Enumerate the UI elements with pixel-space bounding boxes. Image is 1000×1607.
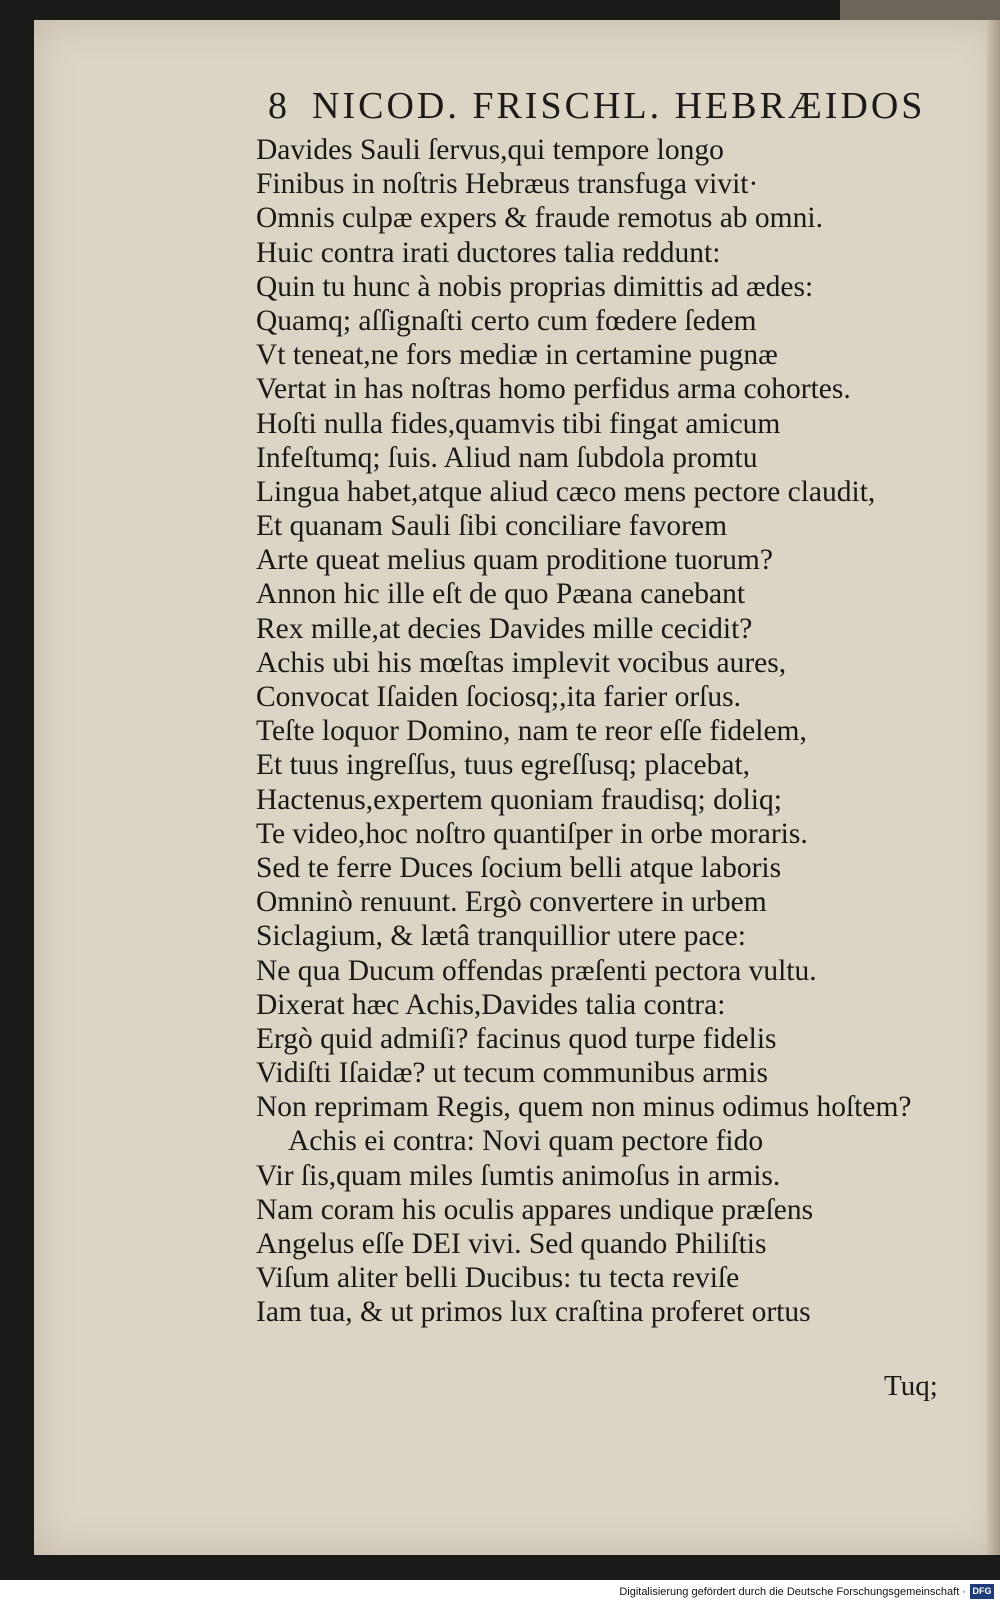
dfg-logo: DFG — [970, 1584, 994, 1599]
verse-line: Annon hic ille eſt de quo Pæana canebant — [256, 578, 746, 611]
verse-line: Et quanam Sauli ſibi conciliare favorem — [256, 510, 728, 543]
verse-line: Omnis culpæ expers & fraude remotus ab omni. — [256, 202, 823, 235]
verse-line: Hoſti nulla fides,quamvis tibi fingat amicum — [256, 407, 781, 440]
running-title: NICOD. FRISCHL. HEBRÆIDOS — [312, 85, 926, 127]
verse-line: Angelus eſſe DEI vivi. Sed quando Philiſtis — [256, 1228, 767, 1260]
verse-line: Quamq; aſſignaſti certo cum fœdere ſedem — [256, 304, 757, 337]
catchword: Tuq; — [884, 1370, 938, 1402]
page-number: 8 — [268, 85, 290, 127]
verse-line: Ne qua Ducum offendas præſenti pectora vultu. — [256, 954, 817, 987]
verse-line: Davides Sauli ſervus,qui tempore longo — [256, 134, 724, 166]
verse-line: Achis ei contra: Novi quam pectore fido — [288, 1125, 764, 1158]
verse-line: Vt teneat,ne fors mediæ in certamine pugnæ — [256, 339, 778, 372]
verse-line: Infeſtumq; ſuis. Aliud nam ſubdola promtu — [256, 441, 758, 474]
verse-line: Nam coram his oculis appares undique præſens — [256, 1193, 814, 1226]
verse-line: Achis ubi his mœſtas implevit vocibus aures, — [256, 646, 787, 679]
verse-line: Te video,hoc noſtro quantiſper in orbe moraris. — [256, 817, 808, 850]
verse-line: Huic contra irati ductores talia reddunt: — [256, 236, 721, 269]
verse-line: Finibus in noſtris Hebræus transfuga vivit· — [256, 168, 759, 201]
verse-line: Ergò quid admiſi? facinus quod turpe fidelis — [256, 1022, 777, 1055]
digitization-credit: Digitalisierung gefördert durch die Deutsche Forschungsgemeinschaft · — [619, 1586, 966, 1598]
verse-line: Convocat Iſaiden ſociosq;,ita farier orſus. — [256, 681, 741, 713]
verse-line: Non reprimam Regis, quem non minus odimus hoſtem? — [256, 1091, 912, 1124]
verse-line: Vidiſti Iſaidæ? ut tecum communibus armis — [256, 1057, 768, 1090]
verse-line: Omninò renuunt. Ergò convertere in urbem — [256, 886, 767, 919]
verse-line: Vir ſis,quam miles ſumtis animoſus in armis. — [256, 1159, 781, 1192]
verse-line: Teſte loquor Domino, nam te reor eſſe fidelem, — [256, 715, 807, 748]
verse-line: Et tuus ingreſſus, tuus egreſſusq; placebat, — [256, 749, 751, 782]
verse-line: Iam tua, & ut primos lux craſtina proferet ortus — [256, 1296, 811, 1329]
verse-line: Arte queat melius quam proditione tuorum? — [256, 544, 773, 577]
verse-line: Lingua habet,atque aliud cæco mens pectore claudit, — [256, 475, 876, 508]
verse-line: Sed te ferre Duces ſocium belli atque laboris — [256, 851, 782, 884]
verse-text-block — [256, 133, 946, 1330]
verse-line: Rex mille,at decies Davides mille cecidit? — [256, 612, 753, 645]
verse-line: Dixerat hæc Achis,Davides talia contra: — [256, 988, 726, 1021]
verse-line: Hactenus,expertem quoniam fraudisq; doliq; — [256, 783, 782, 816]
verse-line: Viſum aliter belli Ducibus: tu tecta reviſe — [256, 1262, 740, 1295]
verse-line: Quin tu hunc à nobis proprias dimittis ad ædes: — [256, 270, 814, 303]
verse-line: Vertat in has noſtras homo perfidus arma cohortes. — [256, 373, 851, 406]
verse-line: Siclagium, & lætâ tranquillior utere pace: — [256, 920, 746, 953]
running-header — [268, 84, 928, 128]
page-edge — [986, 20, 1000, 1555]
